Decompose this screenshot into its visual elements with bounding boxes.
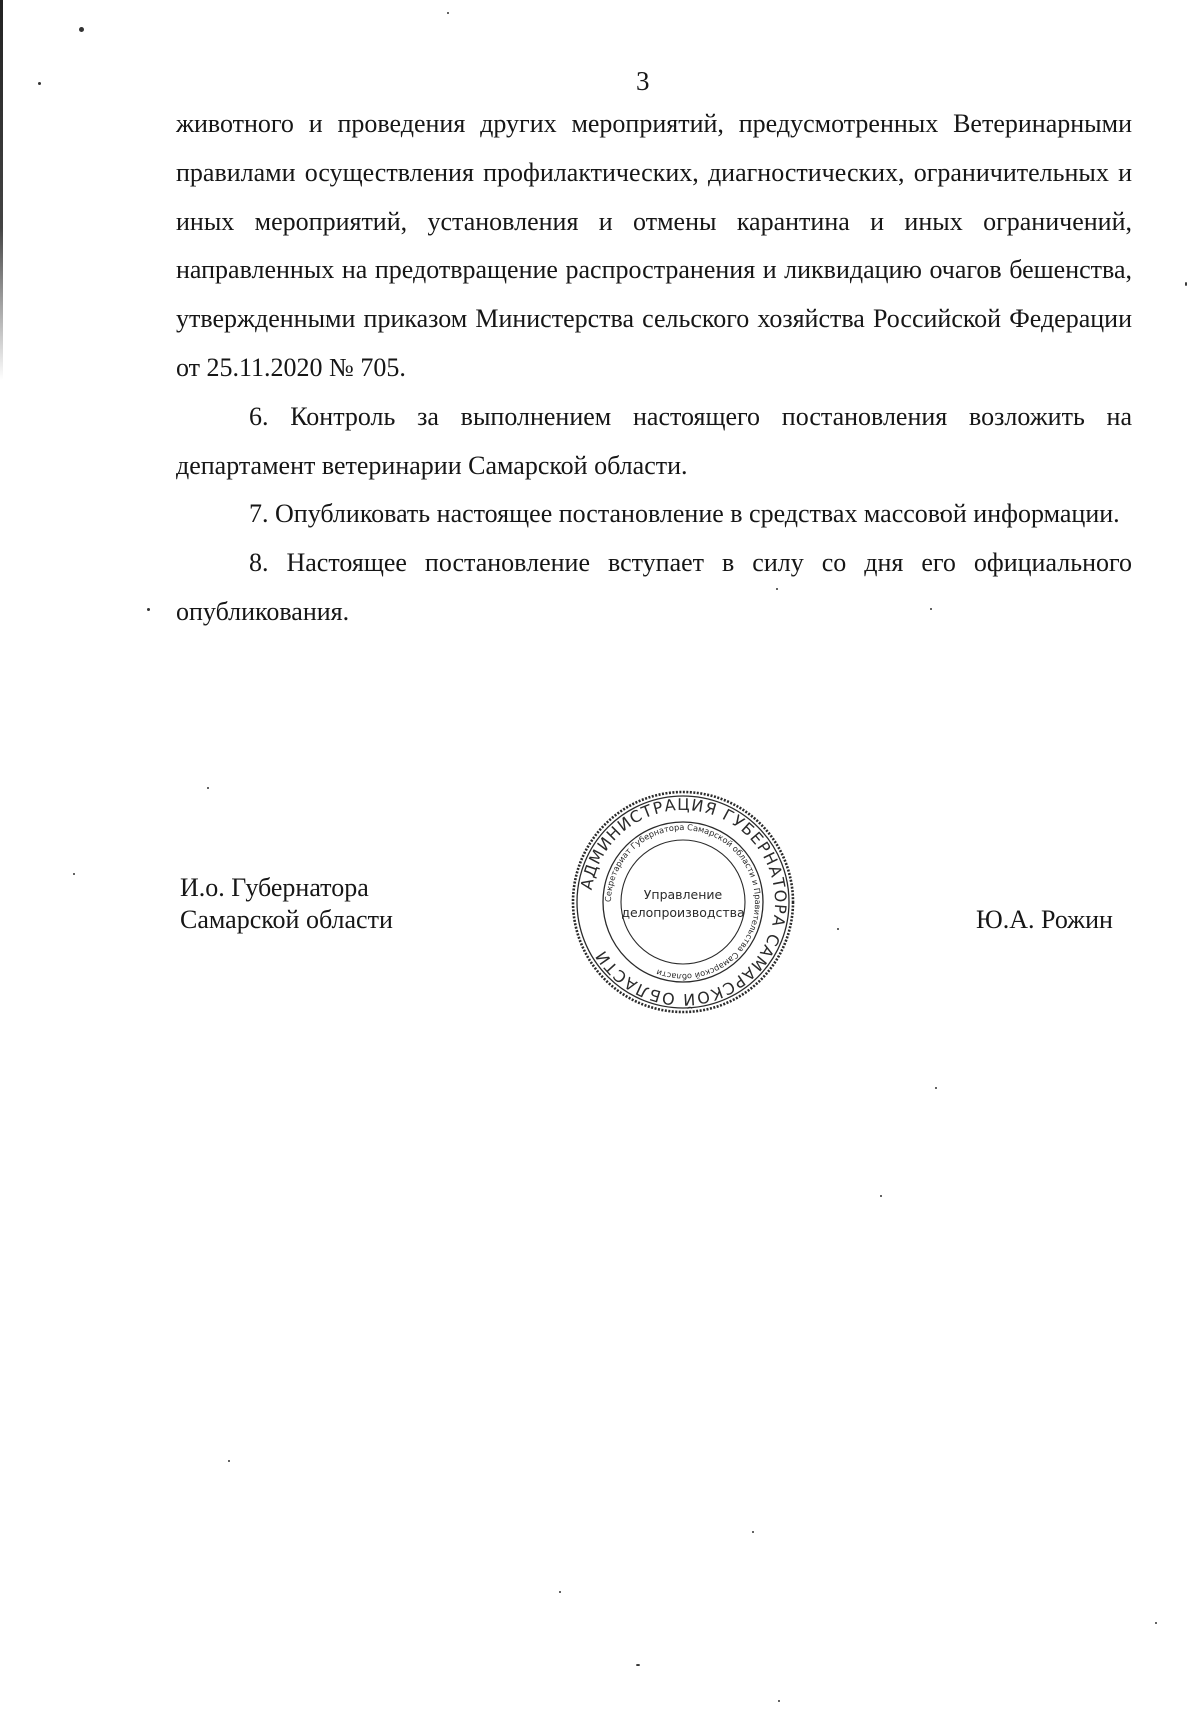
scan-edge-shadow xyxy=(0,0,3,380)
scan-speck xyxy=(752,1531,754,1533)
scan-speck xyxy=(880,1195,882,1197)
scan-speck xyxy=(935,1087,937,1089)
seal-stamp-graphic xyxy=(568,787,798,1017)
signer-title-line2: Самарской области xyxy=(180,905,393,934)
scan-speck xyxy=(38,82,41,85)
signer-title-line1: И.о. Губернатора xyxy=(180,873,369,902)
scan-speck xyxy=(147,608,150,611)
scan-speck xyxy=(447,12,449,14)
scan-speck xyxy=(1185,282,1187,286)
paragraph-item-8: 8. Настоящее постановление вступает в силу со дня его официального опубликования. xyxy=(176,548,1132,626)
scan-speck xyxy=(837,928,839,930)
scan-speck xyxy=(228,1460,230,1462)
seal-inner-ring xyxy=(621,840,745,964)
signer-title xyxy=(180,872,393,936)
scan-speck xyxy=(207,787,209,789)
scan-speck xyxy=(636,1664,640,1666)
paragraph-continuation: животного и проведения других мероприятий, предусмотренных Ветеринарными правилами осуществления профилактических, диагностических, ограничительных и иных мероприятий, установления и отмены карантина и иных ограничений, направленных на предотвращение распространения и ликвидацию очагов бешенства, утвержденными приказом Министерства сельского хозяйства Российской Федерации от 25.11.2020 № 705. xyxy=(176,109,1132,382)
scan-speck xyxy=(1155,1622,1157,1624)
seal-inner-text xyxy=(603,822,763,982)
scan-speck xyxy=(79,27,84,32)
seal-center-line1: Управление xyxy=(643,887,723,902)
paragraph-item-7: 7. Опубликовать настоящее постановление в средствах массовой информации. xyxy=(249,499,1120,529)
scan-speck xyxy=(778,1700,780,1702)
scan-speck xyxy=(559,1591,561,1593)
official-seal xyxy=(568,787,798,1017)
scan-speck xyxy=(73,873,75,875)
signer-name: Ю.А. Рожин xyxy=(976,905,1113,934)
paragraph-item-6: 6. Контроль за выполнением настоящего постановления возложить на департамент ветеринарии Самарской области. xyxy=(176,401,1132,480)
page-number: 3 xyxy=(636,66,650,96)
seal-outer-textpath: АДМИНИСТРАЦИЯ ГУБЕРНАТОРА САМАРСКОЙ ОБЛАСТИ xyxy=(576,794,791,1010)
body-text xyxy=(176,100,1132,637)
seal-inner-textpath: Секретариат Губернатора Самарской области и Правительства Самарской области xyxy=(602,821,764,983)
seal-center-line2: делопроизводства xyxy=(621,905,745,920)
